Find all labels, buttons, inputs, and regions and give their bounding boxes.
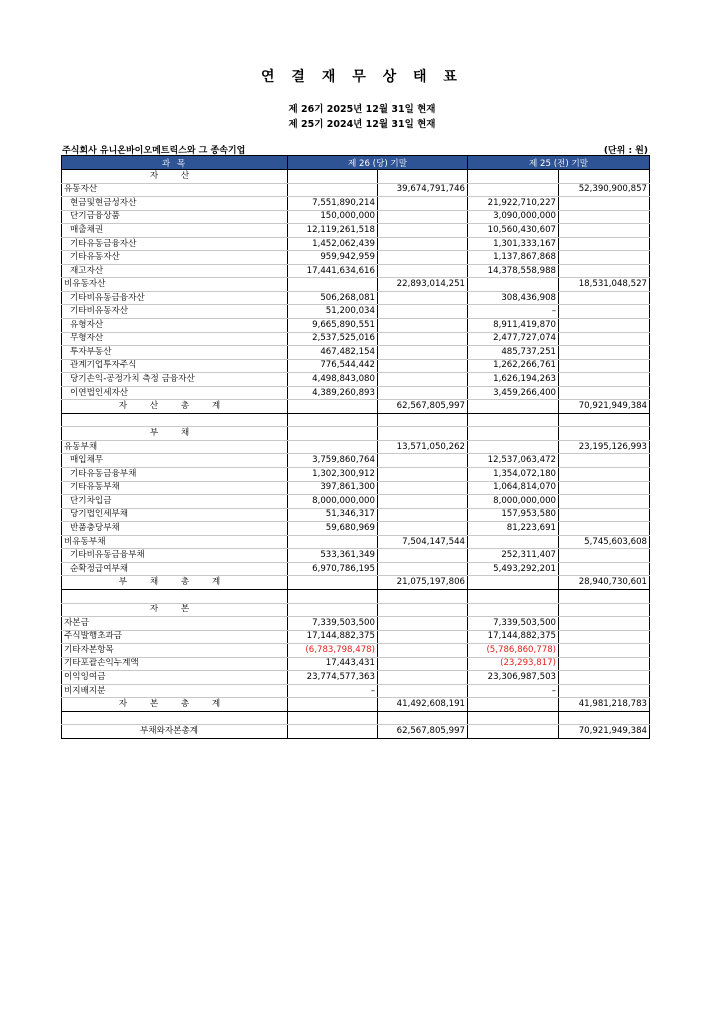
amount-cell-b (378, 359, 468, 373)
table-row (62, 264, 650, 278)
statement-title: 연 결 재 무 상 태 표 (261, 69, 463, 85)
row-label: 기타유동금융자산 (62, 237, 288, 251)
amount-cell-d: 23,195,126,993 (559, 440, 650, 454)
row-label: 기타유동자산 (62, 251, 288, 265)
table-row (62, 644, 650, 658)
table-row (62, 373, 650, 387)
row-label: 당기손익-공정가치 측정 금융자산 (62, 373, 288, 387)
row-label: 기타자본항목 (62, 644, 288, 658)
amount-cell-c: 1,262,266,761 (468, 359, 559, 373)
amount-cell-d (559, 671, 650, 685)
amount-cell-b (378, 657, 468, 671)
row-label: 현금및현금성자산 (62, 197, 288, 211)
amount-cell-b (378, 346, 468, 360)
table-row (62, 319, 650, 333)
amount-cell-a: 6,970,786,195 (288, 562, 378, 576)
amount-cell-d (559, 617, 650, 631)
amount-cell-a: 51,346,317 (288, 508, 378, 522)
table-row (62, 725, 650, 739)
amount-cell-c (468, 711, 559, 725)
amount-cell-b (378, 224, 468, 238)
amount-cell-a: 959,942,959 (288, 251, 378, 265)
table-row (62, 603, 650, 617)
amount-cell-c: 3,090,000,000 (468, 210, 559, 224)
table-row (62, 427, 650, 441)
amount-cell-d (559, 711, 650, 725)
row-label: 자 산 총 계 (62, 400, 288, 414)
row-label: 유형자산 (62, 319, 288, 333)
table-row (62, 617, 650, 631)
amount-cell-c: 485,737,251 (468, 346, 559, 360)
amount-cell-c (468, 170, 559, 184)
amount-cell-c: (23,293,817) (468, 657, 559, 671)
amount-cell-b (378, 549, 468, 563)
amount-cell-b (378, 454, 468, 468)
amount-cell-c: 308,436,908 (468, 291, 559, 305)
amount-cell-b (378, 617, 468, 631)
amount-cell-b (378, 522, 468, 536)
period-current: 제 26기 2025년 12월 31일 현재 (288, 104, 436, 115)
table-row (62, 237, 650, 251)
table-row (62, 698, 650, 712)
amount-cell-a: 7,551,890,214 (288, 197, 378, 211)
amount-cell-a: 59,680,969 (288, 522, 378, 536)
amount-cell-c: 12,537,063,472 (468, 454, 559, 468)
row-label: 재고자산 (62, 264, 288, 278)
row-label: 매입채무 (62, 454, 288, 468)
amount-cell-b (378, 264, 468, 278)
company-name: 주식회사 유니온바이오메트릭스와 그 종속기업 (62, 146, 246, 156)
table-row (62, 400, 650, 414)
amount-cell-d (559, 589, 650, 603)
amount-cell-d (559, 251, 650, 265)
row-label: 단기금융상품 (62, 210, 288, 224)
amount-cell-a: 150,000,000 (288, 210, 378, 224)
amount-cell-d (559, 346, 650, 360)
row-label: 자본금 (62, 617, 288, 631)
amount-cell-d (559, 562, 650, 576)
amount-cell-d (559, 644, 650, 658)
row-label: 자 본 총 계 (62, 698, 288, 712)
amount-cell-d (559, 630, 650, 644)
amount-cell-a: 467,482,154 (288, 346, 378, 360)
table-row (62, 454, 650, 468)
amount-cell-c: 2,477,727,074 (468, 332, 559, 346)
row-label: 비지배지분 (62, 684, 288, 698)
amount-cell-b (378, 386, 468, 400)
amount-cell-b (378, 468, 468, 482)
table-row (62, 549, 650, 563)
table-row (62, 291, 650, 305)
table-row (62, 468, 650, 482)
row-label (62, 413, 288, 427)
amount-cell-b (378, 197, 468, 211)
amount-cell-a: 3,759,860,764 (288, 454, 378, 468)
row-label: 비유동부채 (62, 535, 288, 549)
row-label: 투자부동산 (62, 346, 288, 360)
amount-cell-d (559, 264, 650, 278)
table-row (62, 278, 650, 292)
amount-cell-d (559, 657, 650, 671)
amount-cell-a: 397,861,300 (288, 481, 378, 495)
amount-cell-b (378, 319, 468, 333)
amount-cell-c: – (468, 684, 559, 698)
row-label: 비유동자산 (62, 278, 288, 292)
row-label: 반품충당부채 (62, 522, 288, 536)
amount-cell-d (559, 468, 650, 482)
amount-cell-a: 7,339,503,500 (288, 617, 378, 631)
amount-cell-d (559, 522, 650, 536)
table-row (62, 711, 650, 725)
table-row (62, 224, 650, 238)
amount-cell-b (378, 508, 468, 522)
row-label: 매출채권 (62, 224, 288, 238)
amount-cell-c (468, 183, 559, 197)
amount-cell-a: 4,498,843,080 (288, 373, 378, 387)
amount-cell-c (468, 440, 559, 454)
row-label: 기타포괄손익누계액 (62, 657, 288, 671)
table-row (62, 684, 650, 698)
row-label: 순확정급여부채 (62, 562, 288, 576)
row-label: 자 산 (62, 170, 288, 184)
amount-cell-d (559, 413, 650, 427)
unit-label: (단위 : 원) (603, 146, 648, 156)
amount-cell-a (288, 278, 378, 292)
row-label (62, 711, 288, 725)
table-row (62, 332, 650, 346)
amount-cell-a (288, 427, 378, 441)
amount-cell-a (288, 170, 378, 184)
amount-cell-d (559, 197, 650, 211)
row-label: 이연법인세자산 (62, 386, 288, 400)
amount-cell-c: 14,378,558,988 (468, 264, 559, 278)
amount-cell-c (468, 535, 559, 549)
amount-cell-c: 7,339,503,500 (468, 617, 559, 631)
amount-cell-c (468, 698, 559, 712)
header-current-period: 제 26 (당) 기말 (288, 156, 468, 170)
amount-cell-a: 506,268,081 (288, 291, 378, 305)
amount-cell-c (468, 725, 559, 739)
amount-cell-a (288, 440, 378, 454)
row-label: 주식발행초과금 (62, 630, 288, 644)
row-label: 기타유동금융부채 (62, 468, 288, 482)
amount-cell-d (559, 684, 650, 698)
amount-cell-b (378, 589, 468, 603)
amount-cell-d (559, 454, 650, 468)
table-row (62, 359, 650, 373)
amount-cell-d (559, 210, 650, 224)
table-row (62, 562, 650, 576)
row-label: 유동자산 (62, 183, 288, 197)
amount-cell-b (378, 562, 468, 576)
amount-cell-b (378, 711, 468, 725)
amount-cell-d: 5,745,603,608 (559, 535, 650, 549)
amount-cell-a (288, 698, 378, 712)
amount-cell-b (378, 237, 468, 251)
amount-cell-c (468, 603, 559, 617)
row-label: 부 채 (62, 427, 288, 441)
table-row (62, 589, 650, 603)
amount-cell-a (288, 603, 378, 617)
amount-cell-a (288, 413, 378, 427)
amount-cell-a: (6,783,798,478) (288, 644, 378, 658)
amount-cell-d (559, 224, 650, 238)
row-label: 유동부채 (62, 440, 288, 454)
amount-cell-c: 1,626,194,263 (468, 373, 559, 387)
amount-cell-c: 8,911,419,870 (468, 319, 559, 333)
amount-cell-b (378, 427, 468, 441)
table-row (62, 183, 650, 197)
table-row (62, 210, 650, 224)
amount-cell-c (468, 413, 559, 427)
amount-cell-c: 157,953,580 (468, 508, 559, 522)
amount-cell-c: 1,064,814,070 (468, 481, 559, 495)
amount-cell-d (559, 291, 650, 305)
amount-cell-d: 70,921,949,384 (559, 725, 650, 739)
row-label: 부 채 총 계 (62, 576, 288, 590)
amount-cell-c: 21,922,710,227 (468, 197, 559, 211)
amount-cell-c: 1,354,072,180 (468, 468, 559, 482)
row-label: 관계기업투자주식 (62, 359, 288, 373)
amount-cell-d: 41,981,218,783 (559, 698, 650, 712)
table-row (62, 305, 650, 319)
header-prior-period: 제 25 (전) 기말 (468, 156, 650, 170)
amount-cell-c: 10,560,430,607 (468, 224, 559, 238)
amount-cell-a (288, 183, 378, 197)
row-label: 자 본 (62, 603, 288, 617)
amount-cell-b: 21,075,197,806 (378, 576, 468, 590)
amount-cell-d: 70,921,949,384 (559, 400, 650, 414)
amount-cell-b (378, 251, 468, 265)
table-row (62, 657, 650, 671)
amount-cell-b: 62,567,805,997 (378, 725, 468, 739)
amount-cell-b (378, 373, 468, 387)
amount-cell-d (559, 495, 650, 509)
row-label: 부채와자본총계 (62, 725, 288, 739)
amount-cell-a: 776,544,442 (288, 359, 378, 373)
amount-cell-b (378, 630, 468, 644)
amount-cell-c: 81,223,691 (468, 522, 559, 536)
row-label: 기타비유동금융자산 (62, 291, 288, 305)
amount-cell-d (559, 508, 650, 522)
amount-cell-a: 533,361,349 (288, 549, 378, 563)
amount-cell-a: 1,302,300,912 (288, 468, 378, 482)
row-label: 기타유동부채 (62, 481, 288, 495)
amount-cell-a: 51,200,034 (288, 305, 378, 319)
amount-cell-c (468, 400, 559, 414)
header-item: 과 목 (62, 156, 288, 170)
amount-cell-b (378, 481, 468, 495)
amount-cell-d (559, 373, 650, 387)
amount-cell-b: 13,571,050,262 (378, 440, 468, 454)
amount-cell-b: 41,492,608,191 (378, 698, 468, 712)
row-label: 무형자산 (62, 332, 288, 346)
amount-cell-a: 4,389,260,893 (288, 386, 378, 400)
amount-cell-a: 2,537,525,016 (288, 332, 378, 346)
amount-cell-c: 23,306,987,503 (468, 671, 559, 685)
amount-cell-b (378, 495, 468, 509)
amount-cell-a: 23,774,577,363 (288, 671, 378, 685)
amount-cell-a: 8,000,000,000 (288, 495, 378, 509)
table-row (62, 671, 650, 685)
amount-cell-c (468, 427, 559, 441)
amount-cell-d (559, 603, 650, 617)
table-row (62, 413, 650, 427)
amount-cell-b: 62,567,805,997 (378, 400, 468, 414)
amount-cell-a: 17,144,882,375 (288, 630, 378, 644)
table-row (62, 481, 650, 495)
balance-sheet-table (61, 155, 650, 739)
amount-cell-c: 252,311,407 (468, 549, 559, 563)
amount-cell-c: 5,493,292,201 (468, 562, 559, 576)
amount-cell-b (378, 210, 468, 224)
amount-cell-a: – (288, 684, 378, 698)
amount-cell-d: 28,940,730,601 (559, 576, 650, 590)
amount-cell-a (288, 725, 378, 739)
row-label (62, 589, 288, 603)
table-row (62, 170, 650, 184)
amount-cell-a: 17,441,634,616 (288, 264, 378, 278)
amount-cell-b (378, 332, 468, 346)
amount-cell-d (559, 481, 650, 495)
table-row (62, 197, 650, 211)
amount-cell-a (288, 400, 378, 414)
table-body (62, 170, 650, 739)
amount-cell-a: 17,443,431 (288, 657, 378, 671)
table-row (62, 630, 650, 644)
amount-cell-c: – (468, 305, 559, 319)
amount-cell-b: 7,504,147,544 (378, 535, 468, 549)
amount-cell-c (468, 589, 559, 603)
amount-cell-d (559, 549, 650, 563)
table-row (62, 440, 650, 454)
table-row (62, 576, 650, 590)
amount-cell-d: 52,390,900,857 (559, 183, 650, 197)
row-label: 기타비유동자산 (62, 305, 288, 319)
amount-cell-b (378, 684, 468, 698)
amount-cell-c: 17,144,882,375 (468, 630, 559, 644)
amount-cell-b (378, 413, 468, 427)
amount-cell-c (468, 278, 559, 292)
amount-cell-b: 22,893,014,251 (378, 278, 468, 292)
amount-cell-b (378, 603, 468, 617)
table-row (62, 346, 650, 360)
amount-cell-a (288, 576, 378, 590)
row-label: 기타비유동금융부채 (62, 549, 288, 563)
amount-cell-d (559, 305, 650, 319)
amount-cell-b (378, 305, 468, 319)
amount-cell-c: 1,301,333,167 (468, 237, 559, 251)
amount-cell-d (559, 170, 650, 184)
amount-cell-a: 1,452,062,439 (288, 237, 378, 251)
table-row (62, 386, 650, 400)
amount-cell-b (378, 291, 468, 305)
amount-cell-c (468, 576, 559, 590)
amount-cell-c: 8,000,000,000 (468, 495, 559, 509)
table-header-row (62, 156, 650, 170)
amount-cell-a (288, 589, 378, 603)
amount-cell-c: 3,459,266,400 (468, 386, 559, 400)
amount-cell-c: (5,786,860,778) (468, 644, 559, 658)
row-label: 당기법인세부채 (62, 508, 288, 522)
amount-cell-d (559, 237, 650, 251)
amount-cell-a: 9,665,890,551 (288, 319, 378, 333)
amount-cell-a: 12,119,261,518 (288, 224, 378, 238)
period-prior: 제 25기 2024년 12월 31일 현재 (288, 119, 436, 130)
amount-cell-d (559, 332, 650, 346)
amount-cell-b (378, 170, 468, 184)
amount-cell-b (378, 644, 468, 658)
amount-cell-c: 1,137,867,868 (468, 251, 559, 265)
table-row (62, 508, 650, 522)
amount-cell-a (288, 711, 378, 725)
table-row (62, 522, 650, 536)
row-label: 이익잉여금 (62, 671, 288, 685)
amount-cell-d: 18,531,048,527 (559, 278, 650, 292)
amount-cell-d (559, 386, 650, 400)
amount-cell-b (378, 671, 468, 685)
amount-cell-a (288, 535, 378, 549)
amount-cell-d (559, 359, 650, 373)
table-row (62, 495, 650, 509)
table-row (62, 535, 650, 549)
amount-cell-d (559, 319, 650, 333)
table-row (62, 251, 650, 265)
amount-cell-d (559, 427, 650, 441)
amount-cell-b: 39,674,791,746 (378, 183, 468, 197)
row-label: 단기차입금 (62, 495, 288, 509)
